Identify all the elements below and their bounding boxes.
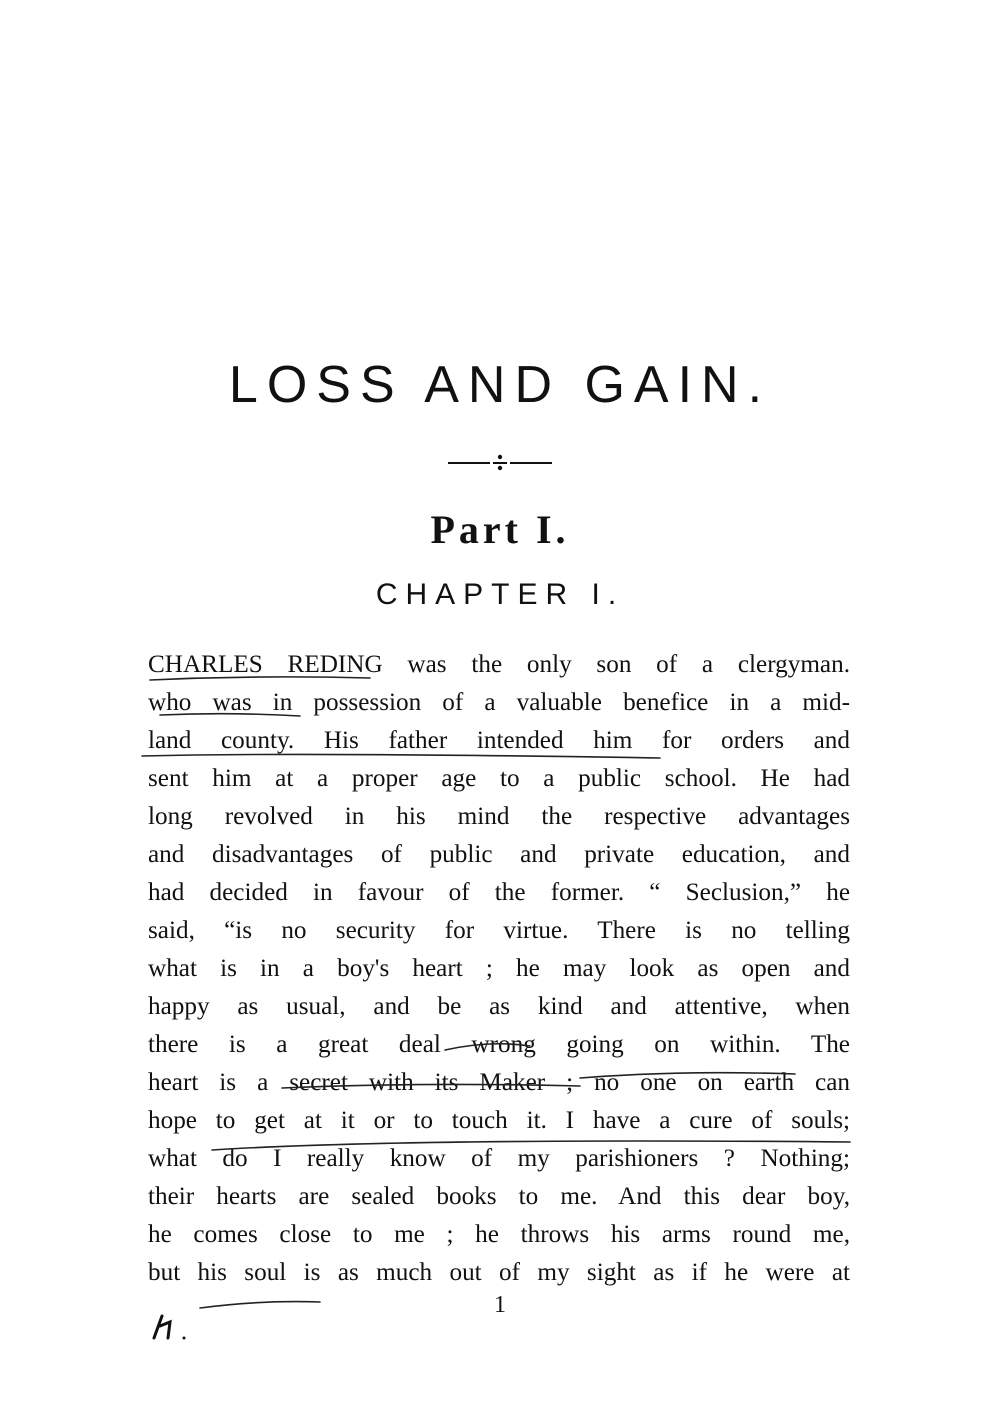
body-line: had decided in favour of the former. “ Seclusion,” he bbox=[148, 879, 850, 906]
body-line: their hearts are sealed books to me. And this dear boy, bbox=[148, 1183, 850, 1210]
body-line: land county. His father intended him for orders and bbox=[148, 727, 850, 754]
body-line: happy as usual, and be as kind and attentive, when bbox=[148, 993, 850, 1020]
body-line: there is a great deal wrong going on within. The bbox=[148, 1031, 850, 1058]
body-line: sent him at a proper age to a public school. He had bbox=[148, 765, 850, 792]
body-line: CHARLES REDING was the only son of a clergyman. bbox=[148, 651, 850, 678]
chapter-body bbox=[148, 646, 850, 1292]
handwritten-mark-icon bbox=[148, 1308, 208, 1344]
book-title: LOSS AND GAIN. bbox=[228, 356, 772, 414]
body-line: hope to get at it or to touch it. I have a cure of souls; bbox=[148, 1107, 850, 1134]
body-line: what is in a boy's heart ; he may look as open and bbox=[148, 955, 850, 982]
body-line: said, “is no security for virtue. There is no telling bbox=[148, 917, 850, 944]
body-line: long revolved in his mind the respective advantages bbox=[148, 803, 850, 830]
part-heading: Part I. bbox=[430, 507, 570, 552]
body-line: but his soul is as much out of my sight as if he were at bbox=[148, 1259, 850, 1286]
body-line: what do I really know of my parishioners ? Nothing; bbox=[148, 1145, 850, 1172]
chapter-heading: CHAPTER I. bbox=[375, 578, 625, 611]
body-line: he comes close to me ; he throws his arms round me, bbox=[148, 1221, 850, 1248]
body-line: and disadvantages of public and private education, and bbox=[148, 841, 850, 868]
page-number: 1 bbox=[494, 1292, 506, 1318]
dash-ornament-icon bbox=[448, 452, 552, 472]
body-line: heart is a secret with its Maker ; no one on earth can bbox=[148, 1069, 850, 1096]
body-line: who was in possession of a valuable benefice in a mid- bbox=[148, 689, 850, 716]
